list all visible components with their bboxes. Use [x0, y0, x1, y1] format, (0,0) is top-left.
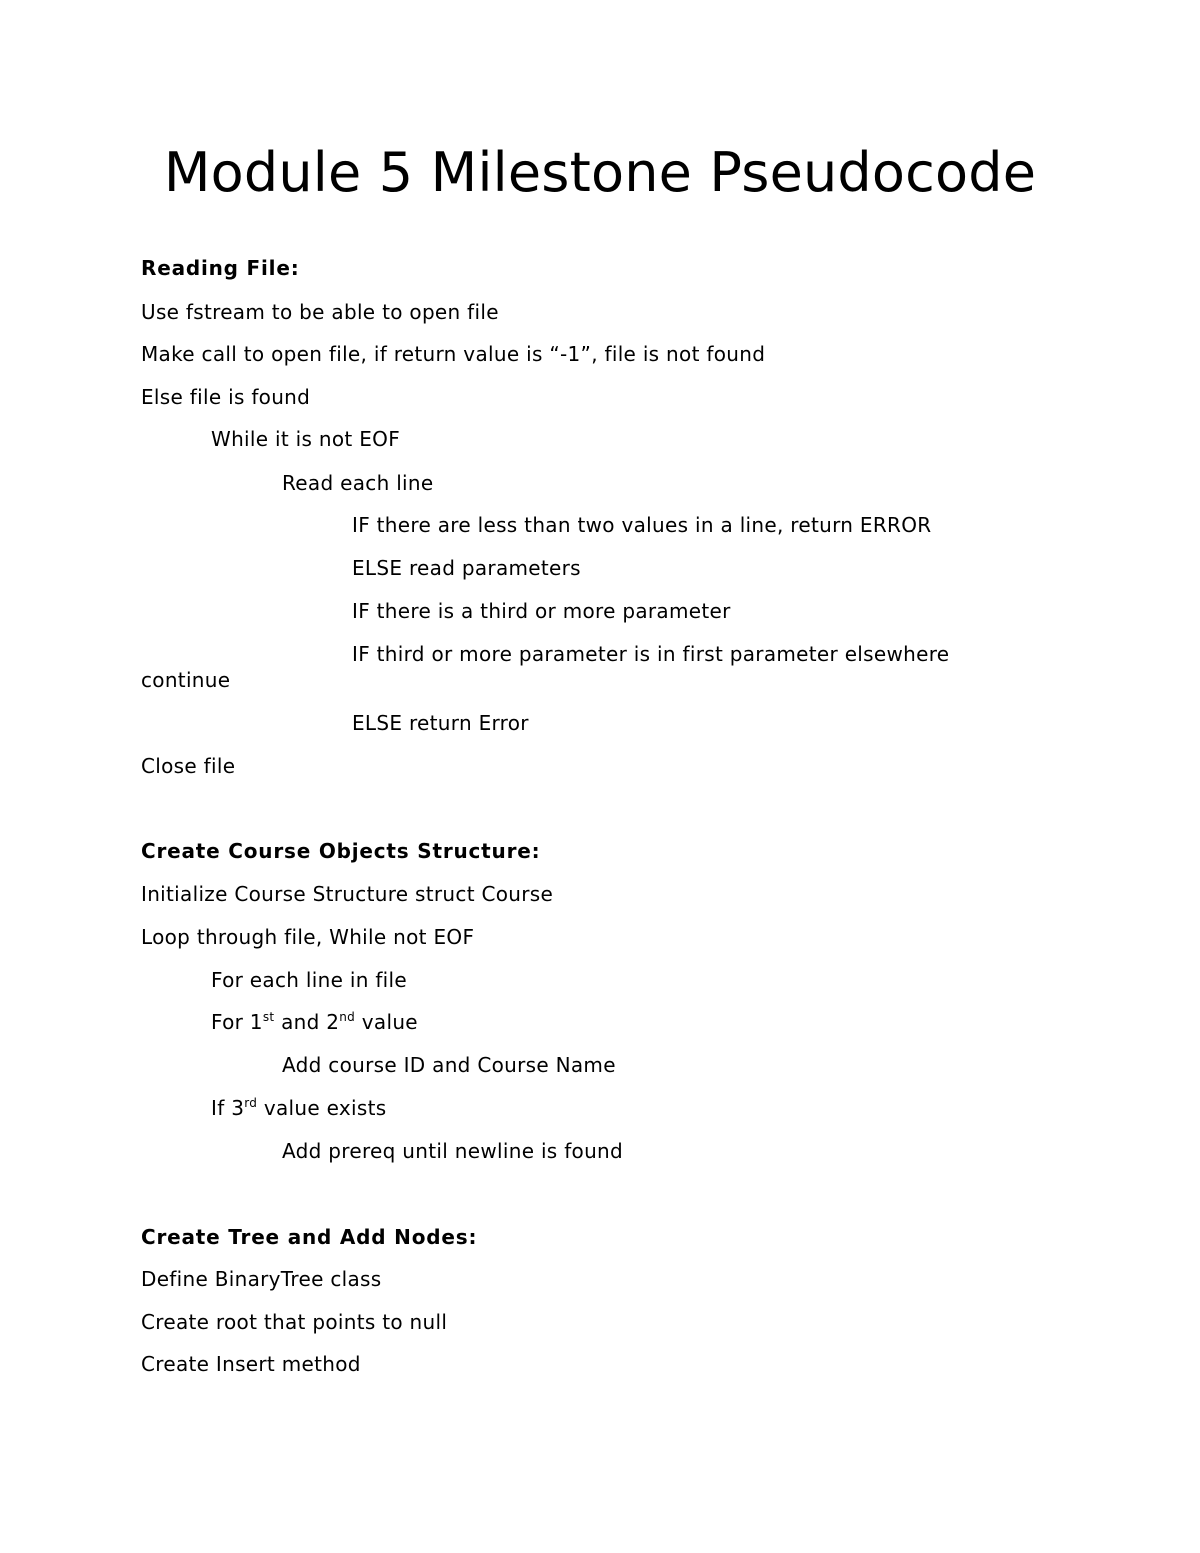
line-text: and 2: [274, 1010, 340, 1034]
pseudocode-line: While it is not EOF: [211, 427, 401, 451]
line-text: For 1: [211, 1010, 263, 1034]
pseudocode-line: Initialize Course Structure struct Course: [141, 882, 554, 906]
pseudocode-line: ELSE read parameters: [352, 556, 581, 580]
ordinal-suffix: st: [262, 1010, 275, 1024]
page-title: Module 5 Milestone Pseudocode: [163, 141, 1037, 204]
pseudocode-line: Define BinaryTree class: [141, 1267, 382, 1291]
pseudocode-line: Use fstream to be able to open file: [141, 300, 499, 324]
pseudocode-line: Add prereq until newline is found: [282, 1139, 624, 1163]
pseudocode-line: [211, 1009, 418, 1035]
pseudocode-line: Read each line: [282, 471, 434, 495]
pseudocode-line: [211, 1095, 386, 1121]
pseudocode-line: Create Insert method: [141, 1352, 361, 1376]
pseudocode-line: Add course ID and Course Name: [282, 1053, 616, 1077]
pseudocode-line: Loop through file, While not EOF: [141, 925, 475, 949]
pseudocode-line: ELSE return Error: [352, 711, 529, 735]
section-heading-course-objects: Create Course Objects Structure:: [141, 839, 541, 863]
pseudocode-line: IF there are less than two values in a line, return ERROR: [352, 513, 932, 537]
pseudocode-line: IF there is a third or more parameter: [352, 599, 731, 623]
pseudocode-line: IF third or more parameter is in first parameter elsewhere: [352, 642, 950, 666]
ordinal-suffix: rd: [244, 1096, 258, 1110]
pseudocode-line: Make call to open file, if return value is “-1”, file is not found: [141, 342, 766, 366]
line-text: If 3: [211, 1096, 245, 1120]
section-heading-reading-file: Reading File:: [141, 256, 300, 280]
pseudocode-line: Create root that points to null: [141, 1310, 448, 1334]
pseudocode-line: For each line in file: [211, 968, 407, 992]
line-text: value: [355, 1010, 418, 1034]
pseudocode-line: Else file is found: [141, 385, 311, 409]
section-heading-tree-nodes: Create Tree and Add Nodes:: [141, 1225, 478, 1249]
pseudocode-line: Close file: [141, 754, 236, 778]
ordinal-suffix: nd: [339, 1010, 356, 1024]
line-text: value exists: [257, 1096, 387, 1120]
pseudocode-line: continue: [141, 668, 231, 692]
